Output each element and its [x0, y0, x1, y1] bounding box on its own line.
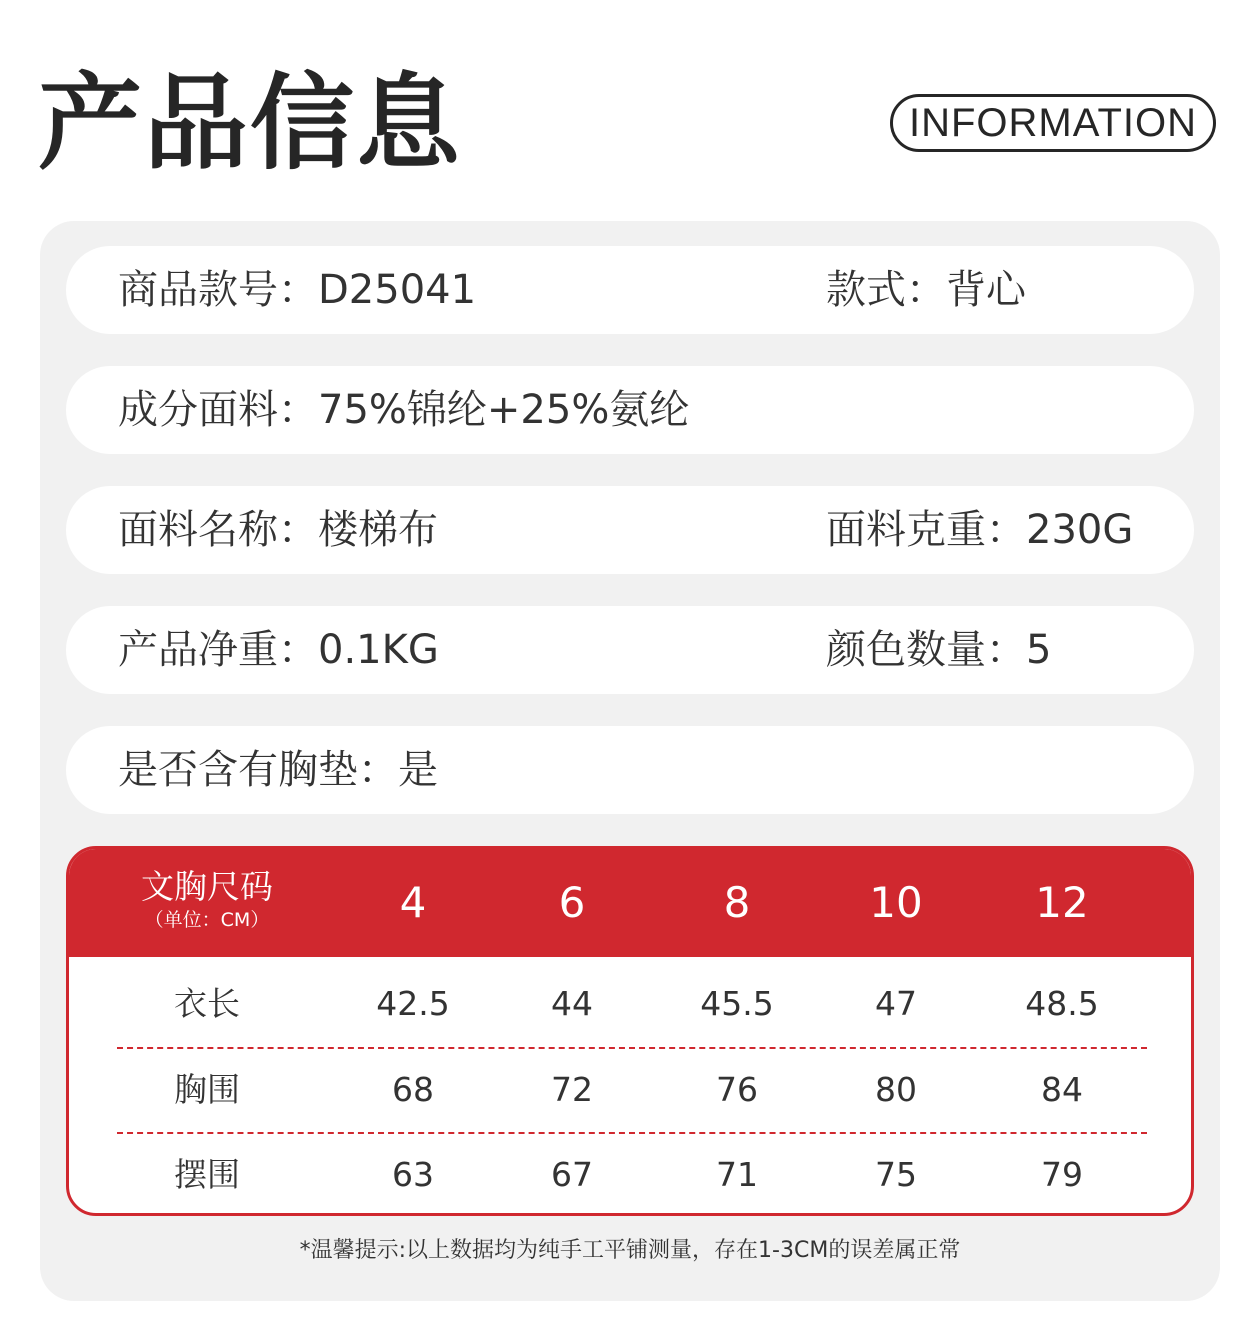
info-row-composition [66, 366, 1194, 454]
fabric-name: 面料名称：楼梯布 [118, 507, 438, 553]
size-header-col: 8 [723, 878, 751, 927]
size-table-header [69, 849, 1191, 957]
size-header-title: 文胸尺码 [141, 867, 273, 906]
info-row-fabric [66, 486, 1194, 574]
table-cell: 68 [392, 1070, 434, 1109]
table-row [69, 1048, 1191, 1132]
size-header-col: 10 [869, 878, 923, 927]
table-cell: 80 [875, 1070, 917, 1109]
net-weight: 产品净重：0.1KG [118, 627, 439, 673]
size-header-col: 12 [1035, 878, 1089, 927]
page-title: 产品信息 [38, 62, 463, 184]
model-number: 商品款号：D25041 [118, 267, 477, 313]
style: 款式：背心 [826, 267, 1026, 313]
chest-pad: 是否含有胸垫：是 [118, 747, 438, 793]
info-row-weight [66, 606, 1194, 694]
table-cell: 48.5 [1025, 984, 1099, 1023]
composition: 成分面料：75%锦纶+25%氨纶 [118, 387, 690, 433]
size-header-col: 4 [399, 878, 427, 927]
row-label: 摆围 [174, 1155, 240, 1194]
size-table [66, 846, 1194, 1216]
table-cell: 42.5 [376, 984, 450, 1023]
table-cell: 84 [1041, 1070, 1083, 1109]
table-cell: 45.5 [700, 984, 774, 1023]
table-cell: 72 [551, 1070, 593, 1109]
table-cell: 44 [551, 984, 593, 1023]
table-cell: 67 [551, 1155, 593, 1194]
size-header-col: 6 [558, 878, 586, 927]
row-label: 胸围 [174, 1070, 240, 1109]
table-cell: 47 [875, 984, 917, 1023]
information-badge: INFORMATION [890, 94, 1216, 152]
row-label: 衣长 [174, 984, 240, 1023]
fabric-weight: 面料克重：230G [826, 507, 1134, 553]
color-count: 颜色数量：5 [826, 627, 1052, 673]
info-row-model [66, 246, 1194, 334]
table-row [69, 962, 1191, 1046]
measurement-note: *温馨提示:以上数据均为纯手工平铺测量，存在1-3CM的误差属正常 [299, 1238, 961, 1263]
info-row-padding [66, 726, 1194, 814]
table-cell: 71 [716, 1155, 758, 1194]
table-cell: 63 [392, 1155, 434, 1194]
size-header-unit: （单位：CM） [144, 909, 270, 931]
table-row [69, 1133, 1191, 1216]
size-header-label [97, 867, 317, 933]
table-cell: 76 [716, 1070, 758, 1109]
table-cell: 79 [1041, 1155, 1083, 1194]
info-card [40, 221, 1220, 1301]
table-cell: 75 [875, 1155, 917, 1194]
